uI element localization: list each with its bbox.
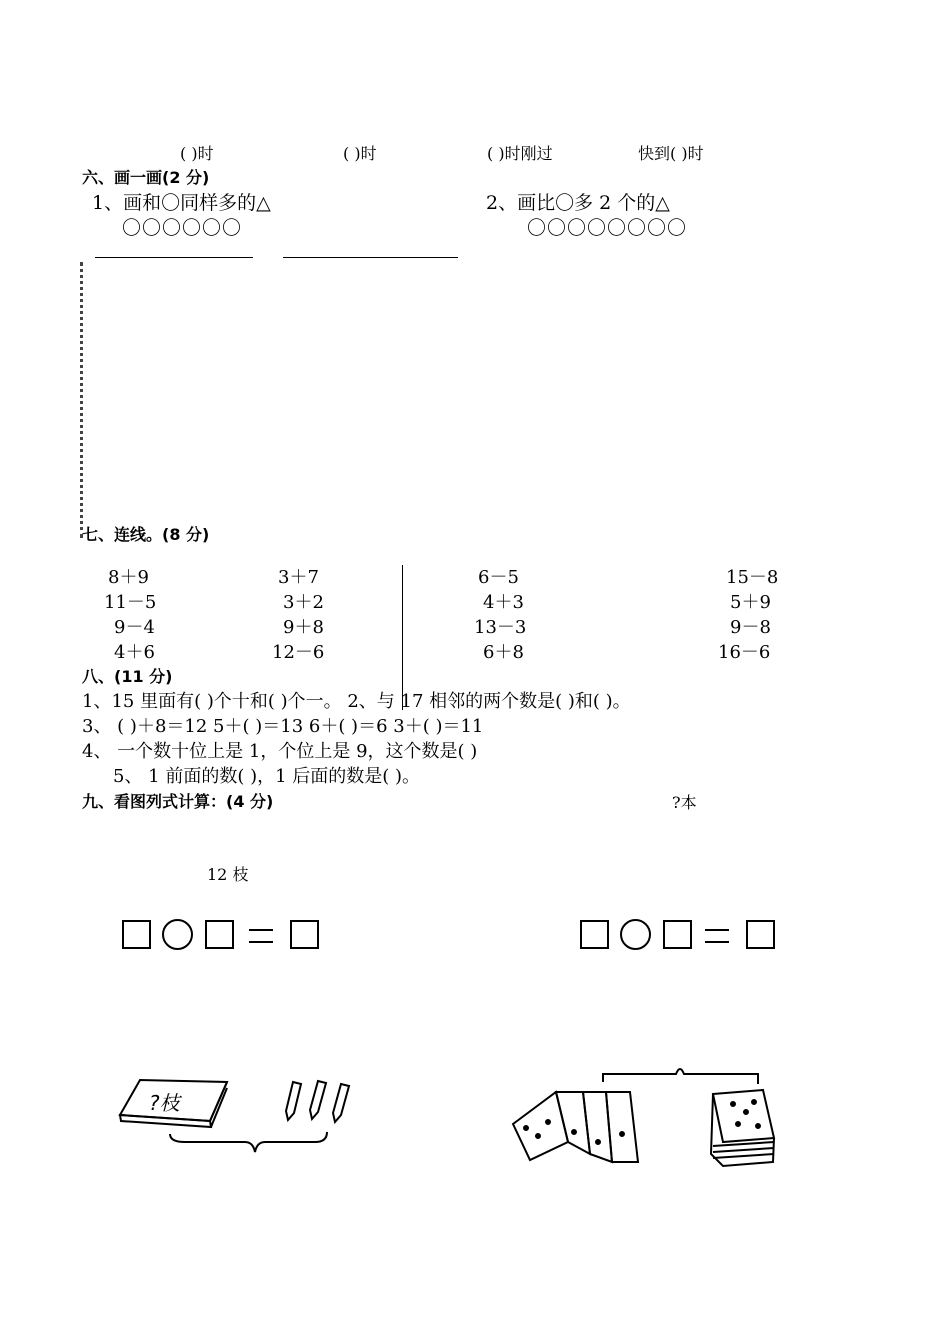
expr-c4-r2: 5＋9: [730, 592, 771, 613]
fill-line-3: 4、 一个数十位上是 1，个位上是 9，这个数是( ): [82, 741, 478, 762]
expr-c3-r4: 6＋8: [483, 642, 524, 663]
expr-c4-r1: 15－8: [726, 567, 779, 588]
books-illustration: [508, 1062, 788, 1172]
brace: [170, 1132, 327, 1152]
expr-c3-r2: 4＋3: [483, 592, 524, 613]
pencil-box-label: ?枝: [149, 1091, 180, 1115]
expr-c1-r3: 9－4: [114, 617, 155, 638]
expr-c2-r4: 12－6: [272, 642, 325, 663]
fill-line-1: 1、15 里面有( )个十和( )个一。 2、与 17 相邻的两个数是( )和( )。: [82, 691, 631, 712]
expr-c2-r1: 3＋7: [278, 567, 319, 588]
book-stack: [711, 1090, 774, 1166]
draw-question-2: 2、画比〇多 2 个的△: [486, 192, 670, 214]
operator-circle[interactable]: [162, 919, 193, 950]
open-books: [513, 1092, 638, 1162]
fill-line-4: 5、 1 前面的数( )，1 后面的数是( )。: [113, 766, 421, 787]
clock-answer-3: ( )时刚过: [487, 144, 553, 163]
clock-answer-1: ( )时: [180, 144, 214, 163]
answer-box[interactable]: [205, 920, 234, 949]
expr-c3-r1: 6－5: [478, 567, 519, 588]
draw-question-1: 1、画和〇同样多的△: [92, 192, 271, 214]
answer-box[interactable]: [746, 920, 775, 949]
section-9-heading: 九、看图列式计算：(4 分): [82, 792, 274, 811]
expr-c4-r4: 16－6: [718, 642, 771, 663]
question-1-circles: 〇〇〇〇〇〇: [122, 217, 243, 239]
expr-c1-r1: 8＋9: [108, 567, 149, 588]
answer-box[interactable]: [580, 920, 609, 949]
answer-line-1: [95, 257, 253, 258]
clock-answer-4: 快到( )时: [638, 144, 704, 163]
fill-line-2: 3、 ( )＋8＝12 5＋( )＝13 6＋( )＝6 3＋( )＝11: [82, 716, 484, 737]
answer-box[interactable]: [290, 920, 319, 949]
pencils: [286, 1081, 349, 1122]
question-2-circles: 〇〇〇〇〇〇〇〇: [527, 217, 688, 239]
expr-c4-r3: 9－8: [730, 617, 771, 638]
expr-c1-r4: 4＋6: [114, 642, 155, 663]
equals-sign: [705, 929, 729, 943]
pencil-box-illustration: [115, 1068, 365, 1163]
pencils-total-label: 12 枝: [207, 865, 249, 884]
pencil-box-side: [120, 1115, 211, 1127]
expr-c2-r3: 9＋8: [283, 617, 324, 638]
section-8-heading: 八、(11 分): [82, 667, 173, 686]
clock-answer-2: ( )时: [343, 144, 377, 163]
equals-sign: [249, 929, 273, 943]
left-margin-border: [80, 262, 83, 538]
books-unknown-label: ?本: [672, 793, 697, 812]
brace: [603, 1069, 758, 1084]
expr-c2-r2: 3＋2: [283, 592, 324, 613]
answer-line-2: [283, 257, 458, 258]
answer-box[interactable]: [122, 920, 151, 949]
section-6-heading: 六、画一画(2 分): [82, 168, 210, 187]
section-7-heading: 七、连线。(8 分): [82, 525, 210, 544]
expr-c1-r2: 11－5: [104, 592, 157, 613]
operator-circle[interactable]: [620, 919, 651, 950]
answer-box[interactable]: [663, 920, 692, 949]
expr-c3-r3: 13－3: [474, 617, 527, 638]
